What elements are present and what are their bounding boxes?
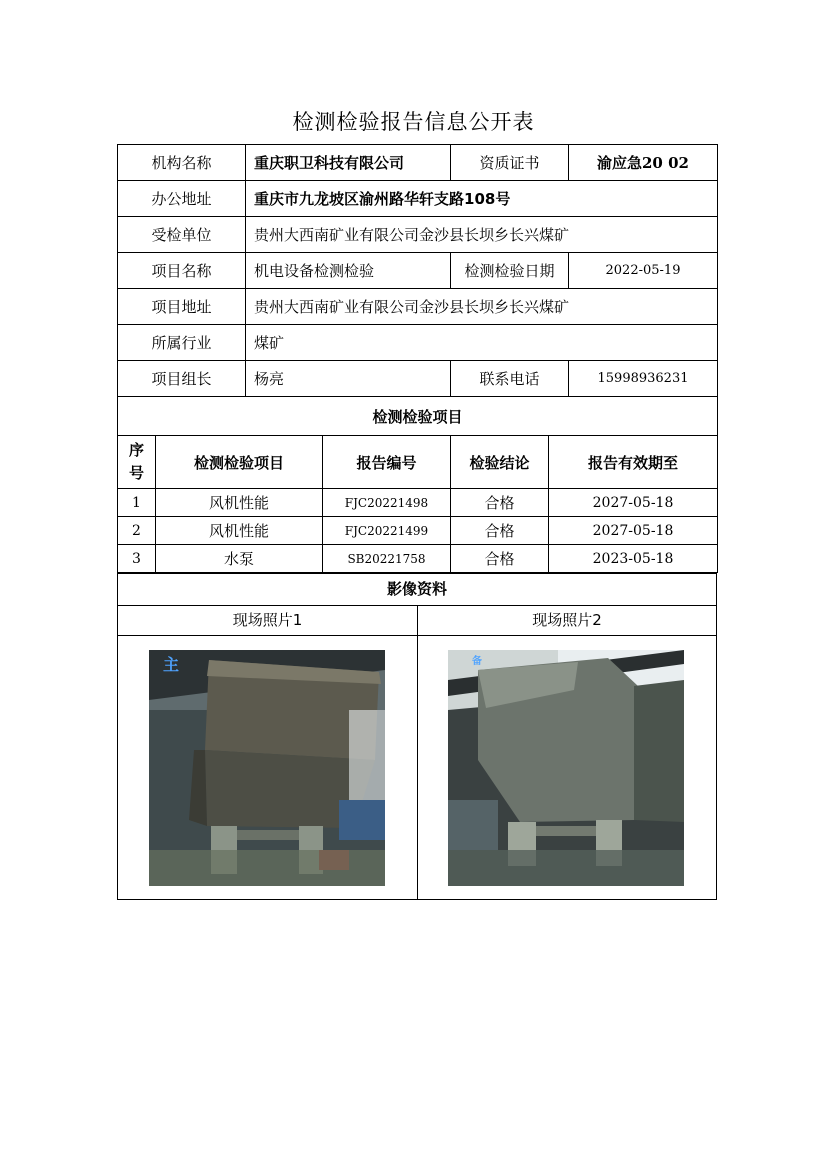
photo-section-title: 影像资料 bbox=[118, 574, 716, 606]
items-header-row bbox=[118, 436, 718, 489]
header-seq: 序号 bbox=[118, 436, 156, 489]
phone-value: 15998936231 bbox=[569, 361, 718, 397]
info-row-industry bbox=[118, 325, 718, 361]
industry-value: 煤矿 bbox=[246, 325, 718, 361]
cert-label: 资质证书 bbox=[451, 145, 569, 181]
site-photo-1 bbox=[149, 650, 385, 886]
info-row-inspected bbox=[118, 217, 718, 253]
header-report-no: 报告编号 bbox=[323, 436, 451, 489]
row-valid-until: 2027-05-18 bbox=[549, 489, 718, 517]
address-value: 重庆市九龙坡区渝州路华轩支路108号 bbox=[246, 181, 718, 217]
inspected-label: 受检单位 bbox=[118, 217, 246, 253]
date-label: 检测检验日期 bbox=[451, 253, 569, 289]
info-row-leader bbox=[118, 361, 718, 397]
address-label: 办公地址 bbox=[118, 181, 246, 217]
inspected-value: 贵州大西南矿业有限公司金沙县长坝乡长兴煤矿 bbox=[246, 217, 718, 253]
phone-label: 联系电话 bbox=[451, 361, 569, 397]
photo1-label: 现场照片1 bbox=[118, 606, 417, 636]
project-address-value: 贵州大西南矿业有限公司金沙县长坝乡长兴煤矿 bbox=[246, 289, 718, 325]
photo1-mark: 主 bbox=[163, 655, 180, 674]
header-valid-until: 报告有效期至 bbox=[549, 436, 718, 489]
row-report-no: SB20221758 bbox=[323, 545, 451, 573]
date-value: 2022-05-19 bbox=[569, 253, 718, 289]
header-item: 检测检验项目 bbox=[156, 436, 323, 489]
project-name-value: 机电设备检测检验 bbox=[246, 253, 451, 289]
site-photo-2 bbox=[448, 650, 684, 886]
row-valid-until: 2027-05-18 bbox=[549, 517, 718, 545]
page-title: 检测检验报告信息公开表 bbox=[292, 110, 535, 134]
row-seq: 3 bbox=[118, 545, 156, 573]
row-item: 风机性能 bbox=[156, 489, 323, 517]
info-row-project-name bbox=[118, 253, 718, 289]
info-row-address bbox=[118, 181, 718, 217]
table-row bbox=[118, 489, 718, 517]
row-conclusion: 合格 bbox=[451, 517, 549, 545]
row-item: 风机性能 bbox=[156, 517, 323, 545]
header-conclusion: 检验结论 bbox=[451, 436, 549, 489]
row-seq: 2 bbox=[118, 517, 156, 545]
org-value: 重庆职卫科技有限公司 bbox=[246, 145, 451, 181]
info-table bbox=[117, 144, 718, 397]
items-section-title: 检测检验项目 bbox=[118, 397, 718, 436]
photo2-label: 现场照片2 bbox=[418, 606, 716, 636]
cert-value: 渝应急20 02 bbox=[569, 145, 718, 181]
items-table bbox=[117, 396, 718, 573]
photo-section bbox=[117, 573, 717, 900]
project-name-label: 项目名称 bbox=[118, 253, 246, 289]
row-item: 水泵 bbox=[156, 545, 323, 573]
leader-label: 项目组长 bbox=[118, 361, 246, 397]
org-label: 机构名称 bbox=[118, 145, 246, 181]
leader-value: 杨亮 bbox=[246, 361, 451, 397]
photo-divider bbox=[417, 606, 418, 899]
row-valid-until: 2023-05-18 bbox=[549, 545, 718, 573]
row-seq: 1 bbox=[118, 489, 156, 517]
project-address-label: 项目地址 bbox=[118, 289, 246, 325]
table-row bbox=[118, 545, 718, 573]
industry-label: 所属行业 bbox=[118, 325, 246, 361]
info-row-project-address bbox=[118, 289, 718, 325]
row-report-no: FJC20221498 bbox=[323, 489, 451, 517]
table-row bbox=[118, 517, 718, 545]
row-conclusion: 合格 bbox=[451, 545, 549, 573]
info-row-org bbox=[118, 145, 718, 181]
row-conclusion: 合格 bbox=[451, 489, 549, 517]
row-report-no: FJC20221499 bbox=[323, 517, 451, 545]
photo2-mark: 备 bbox=[472, 656, 482, 667]
